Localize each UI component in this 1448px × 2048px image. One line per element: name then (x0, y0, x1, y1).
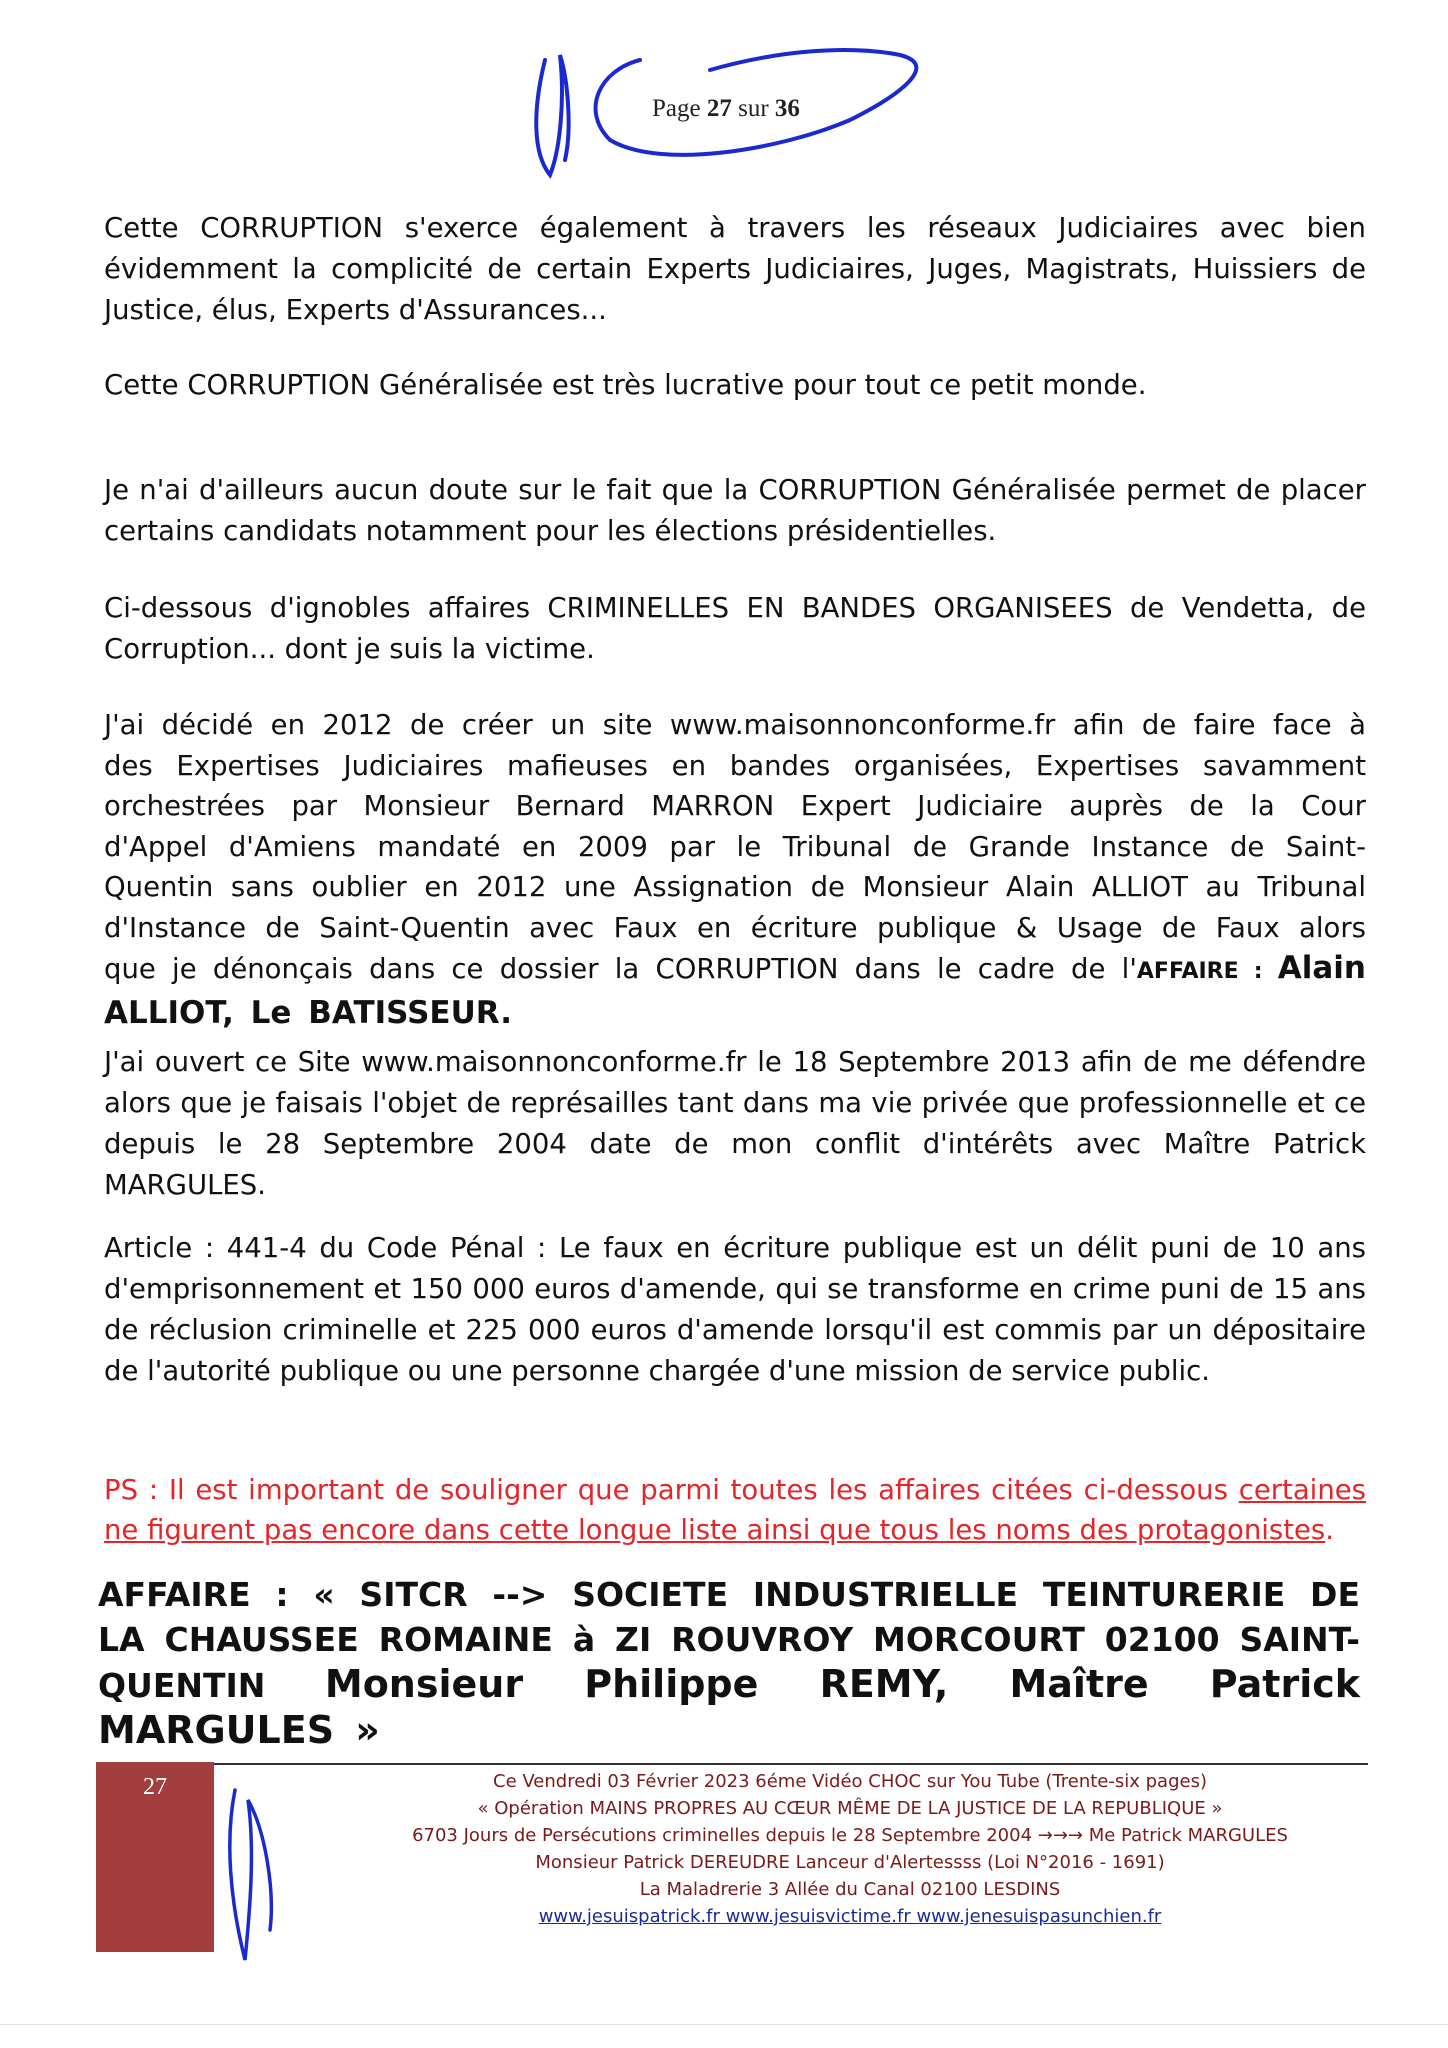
footer-text (330, 1768, 1370, 1930)
footer-line-persecutions: 6703 Jours de Persécutions criminelles depuis le 28 Septembre 2004 →→→ Me Patrick MARGULES (412, 1825, 1288, 1846)
footer-page-number: 27 (143, 1774, 167, 1800)
paragraph-site-opening: J'ai ouvert ce Site www.maisonnonconforme.fr le 18 Septembre 2013 afin de me défendre alors que je faisais l'objet de représailles tant dans ma vie privée que professionnelle et ce depuis le 28 Septembre 2004 date de mon conflit d'intérêts avec Maître Patrick MARGULES. (104, 1046, 1366, 1201)
paragraph-criminal-affairs: Ci-dessous d'ignobles affaires CRIMINELLES EN BANDES ORGANISEES de Vendetta, de Corruption... dont je suis la victime. (104, 592, 1366, 665)
affaire-label: AFFAIRE : (1136, 959, 1278, 984)
footer-line-address: La Maladrerie 3 Allée du Canal 02100 LESDINS (639, 1879, 1061, 1900)
paragraph-article-441-4: Article : 441-4 du Code Pénal : Le faux en écriture publique est un délit puni de 10 ans d'emprisonnement et 150 000 euros d'amende, qui se transforme en crime puni de 15 ans de réclusion criminelle et 225 000 euros d'amende lorsqu'il est commis par un dépositaire de l'autorité publique ou une personne chargée d'une mission de service public. (104, 1232, 1366, 1387)
footer-line-author: Monsieur Patrick DEREUDRE Lanceur d'Alertessss (Loi N°2016 - 1691) (535, 1852, 1165, 1873)
affaire-sitcr-heading: AFFAIRE : « SITCR --> SOCIETE INDUSTRIELLE TEINTURERIE DE LA CHAUSSEE ROMAINE à ZI ROUVROY MORCOURT 02100 SAINT-QUENTIN Monsieur Philippe REMY, Maître Patrick MARGULES » (98, 1575, 1361, 1752)
affaire-name: Alain ALLIOT, Le BATISSEUR. (104, 950, 1366, 1031)
paragraph-ps-note: PS : Il est important de souligner que parmi toutes les affaires citées ci-dessous certaines ne figurent pas encore dans cette longue liste ainsi que tous les noms des protagonistes. (104, 1474, 1366, 1546)
affaire-sitcr-names: Monsieur Philippe REMY, Maître Patrick MARGULES » (98, 1662, 1361, 1752)
footer-line-operation: « Opération MAINS PROPRES AU CŒUR MÊME DE LA JUSTICE DE LA REPUBLIQUE » (477, 1798, 1223, 1819)
signature-bottom-icon (220, 1780, 300, 1970)
footer-divider (96, 1763, 1368, 1765)
current-page: 27 (706, 95, 732, 122)
paragraph-elections: Je n'ai d'ailleurs aucun doute sur le fait que la CORRUPTION Généralisée permet de placer certains candidats notamment pour les élections présidentielles. (104, 474, 1366, 547)
ps-underlined: certaines ne figurent pas encore dans cette longue liste ainsi que tous les noms des protagonistes (104, 1474, 1366, 1546)
footer-links[interactable]: www.jesuispatrick.fr www.jesuisvictime.fr www.jenesuispasunchien.fr (538, 1906, 1162, 1927)
paragraph-site-creation: J'ai décidé en 2012 de créer un site www.maisonnonconforme.fr afin de faire face à des Expertises Judiciaires mafieuses en bandes organisées, Expertises savamment orchestrées par Monsieur Bernard MARRON Expert Judiciaire auprès de la Cour d'Appel d'Amiens mandaté en 2009 par le Tribunal de Grande Instance de Saint-Quentin sans oublier en 2012 une Assignation de Monsieur Alain ALLIOT au Tribunal d'Instance de Saint-Quentin avec Faux en écriture publique & Usage de Faux alors que je dénonçais dans ce dossier la CORRUPTION dans le cadre de l'AFFAIRE : Alain ALLIOT, Le BATISSEUR. (104, 709, 1366, 1031)
signature-top-icon (520, 40, 960, 190)
page-bottom-edge (0, 2024, 1448, 2025)
page-number-header: Page 27 sur 36 (652, 95, 800, 122)
footer-page-block (96, 1762, 214, 1952)
paragraph-lucrative: Cette CORRUPTION Généralisée est très lucrative pour tout ce petit monde. (104, 369, 1147, 401)
total-pages: 36 (774, 95, 800, 122)
footer-line-date: Ce Vendredi 03 Février 2023 6éme Vidéo CHOC sur You Tube (Trente-six pages) (493, 1771, 1207, 1792)
paragraph-corruption-networks: Cette CORRUPTION s'exerce également à travers les réseaux Judiciaires avec bien évidemment la complicité de certain Experts Judiciaires, Juges, Magistrats, Huissiers de Justice, élus, Experts d'Assurances... (104, 212, 1366, 326)
